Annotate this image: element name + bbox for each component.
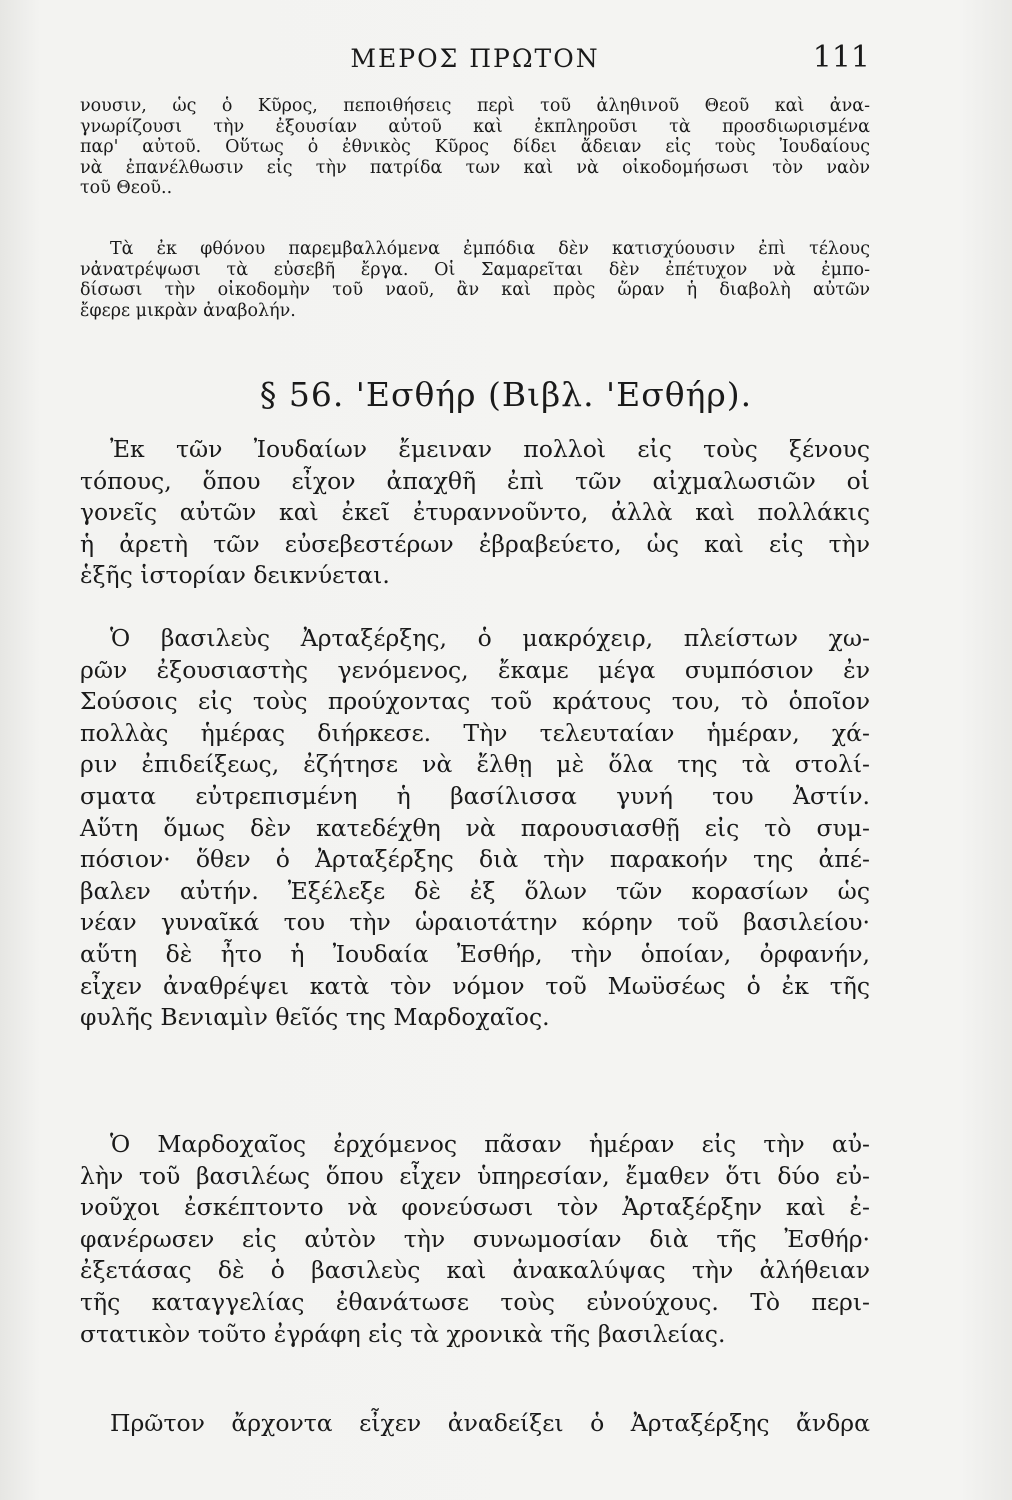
text-line: ἡ ἀρετὴ τῶν εὐσεβεστέρων ἐβραβεύετο, ὡς καὶ εἰς τὴν (80, 529, 870, 558)
text-line: Αὕτη ὅμως δὲν κατεδέχθη νὰ παρουσιασθῇ εἰς τὸ συμ- (80, 813, 870, 842)
running-head: ΜΕΡΟΣ ΠΡΩΤΟΝ (350, 44, 600, 73)
text-line: ρῶν ἐξουσιαστὴς γενόμενος, ἔκαμε μέγα συμπόσιον ἐν (80, 655, 870, 684)
text-line: Πρῶτον ἄρχοντα εἶχεν ἀναδείξει ὁ Ἀρταξέρξης ἄνδρα (110, 1409, 870, 1437)
text-line: τόπους, ὅπου εἶχον ἀπαχθῆ ἐπὶ τῶν αἰχμαλωσιῶν οἱ (80, 466, 870, 495)
text-line: νοῦχοι ἐσκέπτοντο νὰ φονεύσωσι τὸν Ἀρταξέρξην καὶ ἐ- (80, 1193, 870, 1222)
small-print-paragraph-2 (80, 239, 870, 321)
text-line: πόσιον· ὅθεν ὁ Ἀρταξέρξης διὰ τὴν παρακοήν της ἀπέ- (80, 845, 870, 874)
text-line: τῆς καταγγελίας ἐθανάτωσε τοὺς εὐνούχους. Τὸ περι- (80, 1287, 870, 1316)
body-paragraph-4 (80, 1408, 870, 1440)
text-line: νουσιν, ὡς ὁ Κῦρος, πεποιθήσεις περὶ τοῦ ἀληθινοῦ Θεοῦ καὶ ἀνα- (80, 96, 870, 116)
text-line: τοῦ Θεοῦ.. (80, 178, 173, 198)
text-line: γνωρίζουσι τὴν ἐξουσίαν αὐτοῦ καὶ ἐκπληροῦσι τὰ προσδιωρισμένα (80, 116, 870, 137)
text-line: ἔφερε μικρὰν ἀναβολήν. (80, 300, 296, 321)
text-line: πολλὰς ἡμέρας διήρκεσε. Τὴν τελευταίαν ἡμέραν, χά- (80, 718, 870, 747)
text-line: αὕτη δὲ ἦτο ἡ Ἰουδαία Ἐσθήρ, τὴν ὁποίαν, ὀρφανήν, (80, 939, 870, 968)
page-number: 111 (812, 40, 870, 75)
small-print-paragraph-1 (80, 96, 870, 199)
page-header (80, 40, 870, 84)
text-line: εἶχεν ἀναθρέψει κατὰ τὸν νόμον τοῦ Μωϋσέως ὁ ἐκ τῆς (80, 971, 870, 1000)
text-line: λὴν τοῦ βασιλέως ὅπου εἶχεν ὑπηρεσίαν, ἔμαθεν ὅτι δύο εὐ- (80, 1161, 870, 1190)
text-line: γονεῖς αὐτῶν καὶ ἐκεῖ ἐτυραννοῦντο, ἀλλὰ καὶ πολλάκις (80, 498, 870, 527)
text-line: δίσωσι τὴν οἰκοδομὴν τοῦ ναοῦ, ἂν καὶ πρὸς ὥραν ἡ διαβολὴ αὐτῶν (80, 280, 870, 300)
body-paragraph-3 (80, 1129, 870, 1350)
text-line: νέαν γυναῖκά του τὴν ὡραιοτάτην κόρην τοῦ βασιλείου· (80, 908, 870, 937)
text-line: Σούσοις εἰς τοὺς προύχοντας τοῦ κράτους του, τὸ ὁποῖον (80, 687, 870, 716)
text-line: στατικὸν τοῦτο ἐγράφη εἰς τὰ χρονικὰ τῆς βασιλείας. (80, 1319, 726, 1348)
body-paragraph-1 (80, 434, 870, 592)
text-line: ἐξετάσας δὲ ὁ βασιλεὺς καὶ ἀνακαλύψας τὴν ἀλήθειαν (80, 1256, 870, 1285)
text-line: Ὁ βασιλεὺς Ἀρταξέρξης, ὁ μακρόχειρ, πλείστων χω- (110, 624, 870, 652)
text-line: φανέρωσεν εἰς αὐτὸν τὴν συνωμοσίαν διὰ τῆς Ἐσθήρ· (80, 1224, 870, 1253)
text-line: νὰ ἐπανέλθωσιν εἰς τὴν πατρίδα των καὶ νὰ οἰκοδομήσωσι τὸν ναὸν (80, 157, 870, 178)
body-paragraph-2 (80, 623, 870, 1034)
text-line: παρ' αὐτοῦ. Οὕτως ὁ ἐθνικὸς Κῦρος δίδει ἄδειαν εἰς τοὺς Ἰουδαίους (80, 137, 870, 157)
text-line: σματα εὐτρεπισμένη ἡ βασίλισσα γυνή του Ἀστίν. (80, 781, 870, 810)
text-line: νἀνατρέψωσι τὰ εὐσεβῆ ἔργα. Οἱ Σαμαρεῖται δὲν ἐπέτυχον νὰ ἐμπο- (80, 259, 870, 280)
text-line: Τὰ ἐκ φθόνου παρεμβαλλόμενα ἐμπόδια δὲν κατισχύουσιν ἐπὶ τέλους (110, 239, 870, 259)
text-line: Ὁ Μαρδοχαῖος ἐρχόμενος πᾶσαν ἡμέραν εἰς τὴν αὐ- (110, 1130, 870, 1158)
text-line: Ἐκ τῶν Ἰουδαίων ἔμειναν πολλοὶ εἰς τοὺς ξένους (110, 435, 870, 463)
section-heading: § 56. 'Εσθήρ (Βιβλ. 'Εσθήρ). (259, 375, 753, 414)
text-line: ἑξῆς ἱστορίαν δεικνύεται. (80, 561, 390, 590)
text-line: φυλῆς Βενιαμὶν θεῖός της Μαρδοχαῖος. (80, 1003, 550, 1032)
text-line: βαλεν αὐτήν. Ἐξέλεξε δὲ ἐξ ὅλων τῶν κορασίων ὡς (80, 876, 870, 905)
text-line: ριν ἐπιδείξεως, ἐζήτησε νὰ ἔλθῃ μὲ ὅλα της τὰ στολί- (80, 750, 870, 779)
